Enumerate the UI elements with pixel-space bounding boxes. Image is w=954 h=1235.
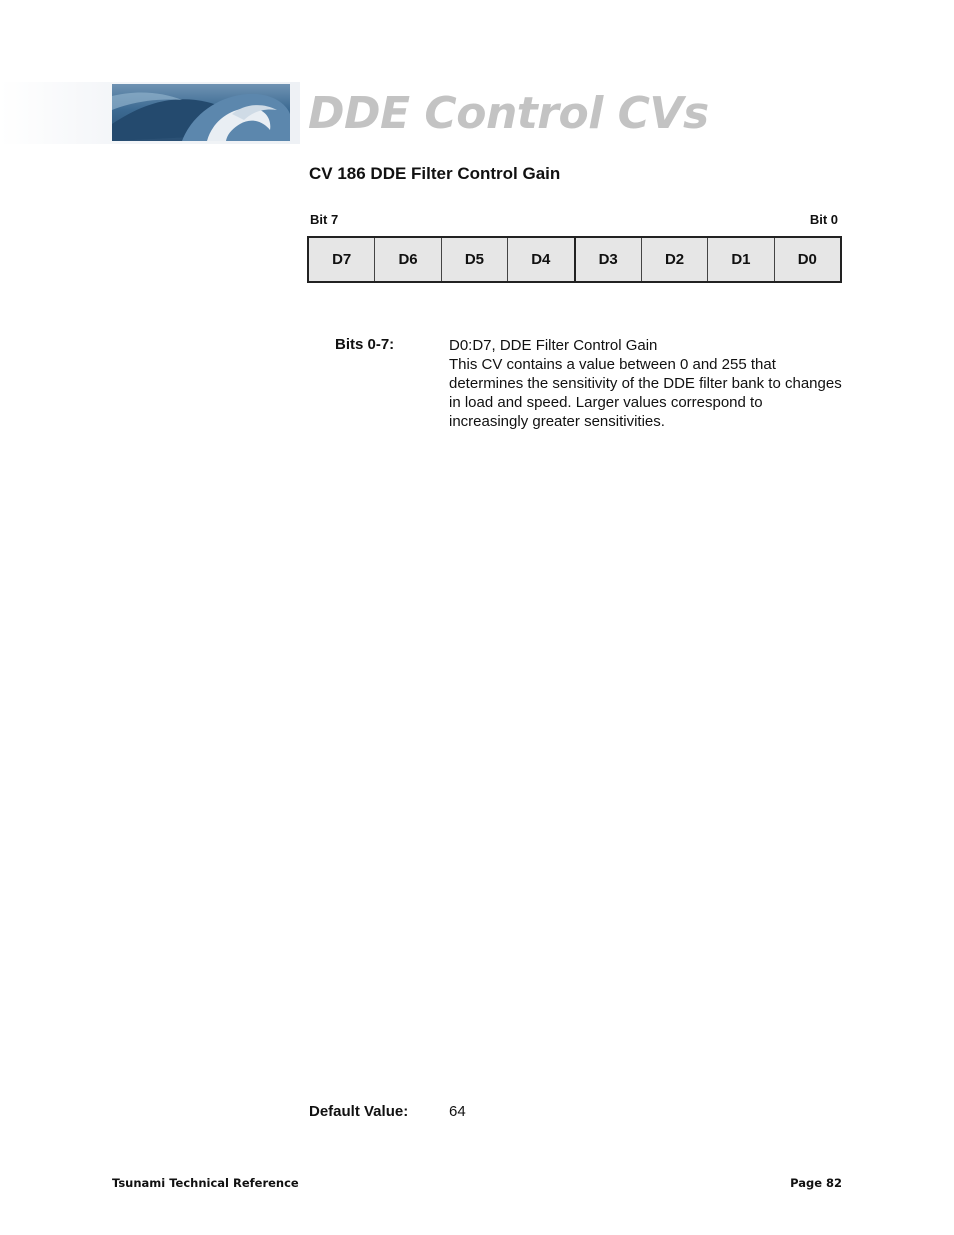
page-title: DDE Control CVs [308,88,709,139]
bit-cell-d4: D4 [508,238,575,281]
bit-cell-d7: D7 [309,238,375,281]
bit-table [307,236,842,283]
bit-0-label: Bit 0 [809,212,838,227]
footer-document-title: Tsunami Technical Reference [112,1176,299,1190]
wave-logo-image [112,84,290,141]
default-value: 64 [449,1103,466,1120]
bit-cell-d3: D3 [576,238,642,281]
field-description-block [449,336,844,431]
bit-cell-d5: D5 [442,238,508,281]
bit-cell-d2: D2 [642,238,708,281]
field-title: D0:D7, DDE Filter Control Gain [449,337,658,354]
bit-cell-d6: D6 [375,238,441,281]
footer-page-number: Page 82 [790,1176,842,1190]
bit-7-label: Bit 7 [310,212,339,227]
bit-cell-d0: D0 [797,251,817,268]
default-value-label: Default Value: [309,1103,409,1120]
section-heading: CV 186 DDE Filter Control Gain [309,164,561,183]
field-label: Bits 0-7: [335,336,395,353]
field-description: This CV contains a value between 0 and 255 that determines the sensitivity of the DDE filter bank to changes in load and speed. Larger values correspond to increasingly greater sensitivities. [449,356,842,430]
bit-cell-d1: D1 [708,238,774,281]
